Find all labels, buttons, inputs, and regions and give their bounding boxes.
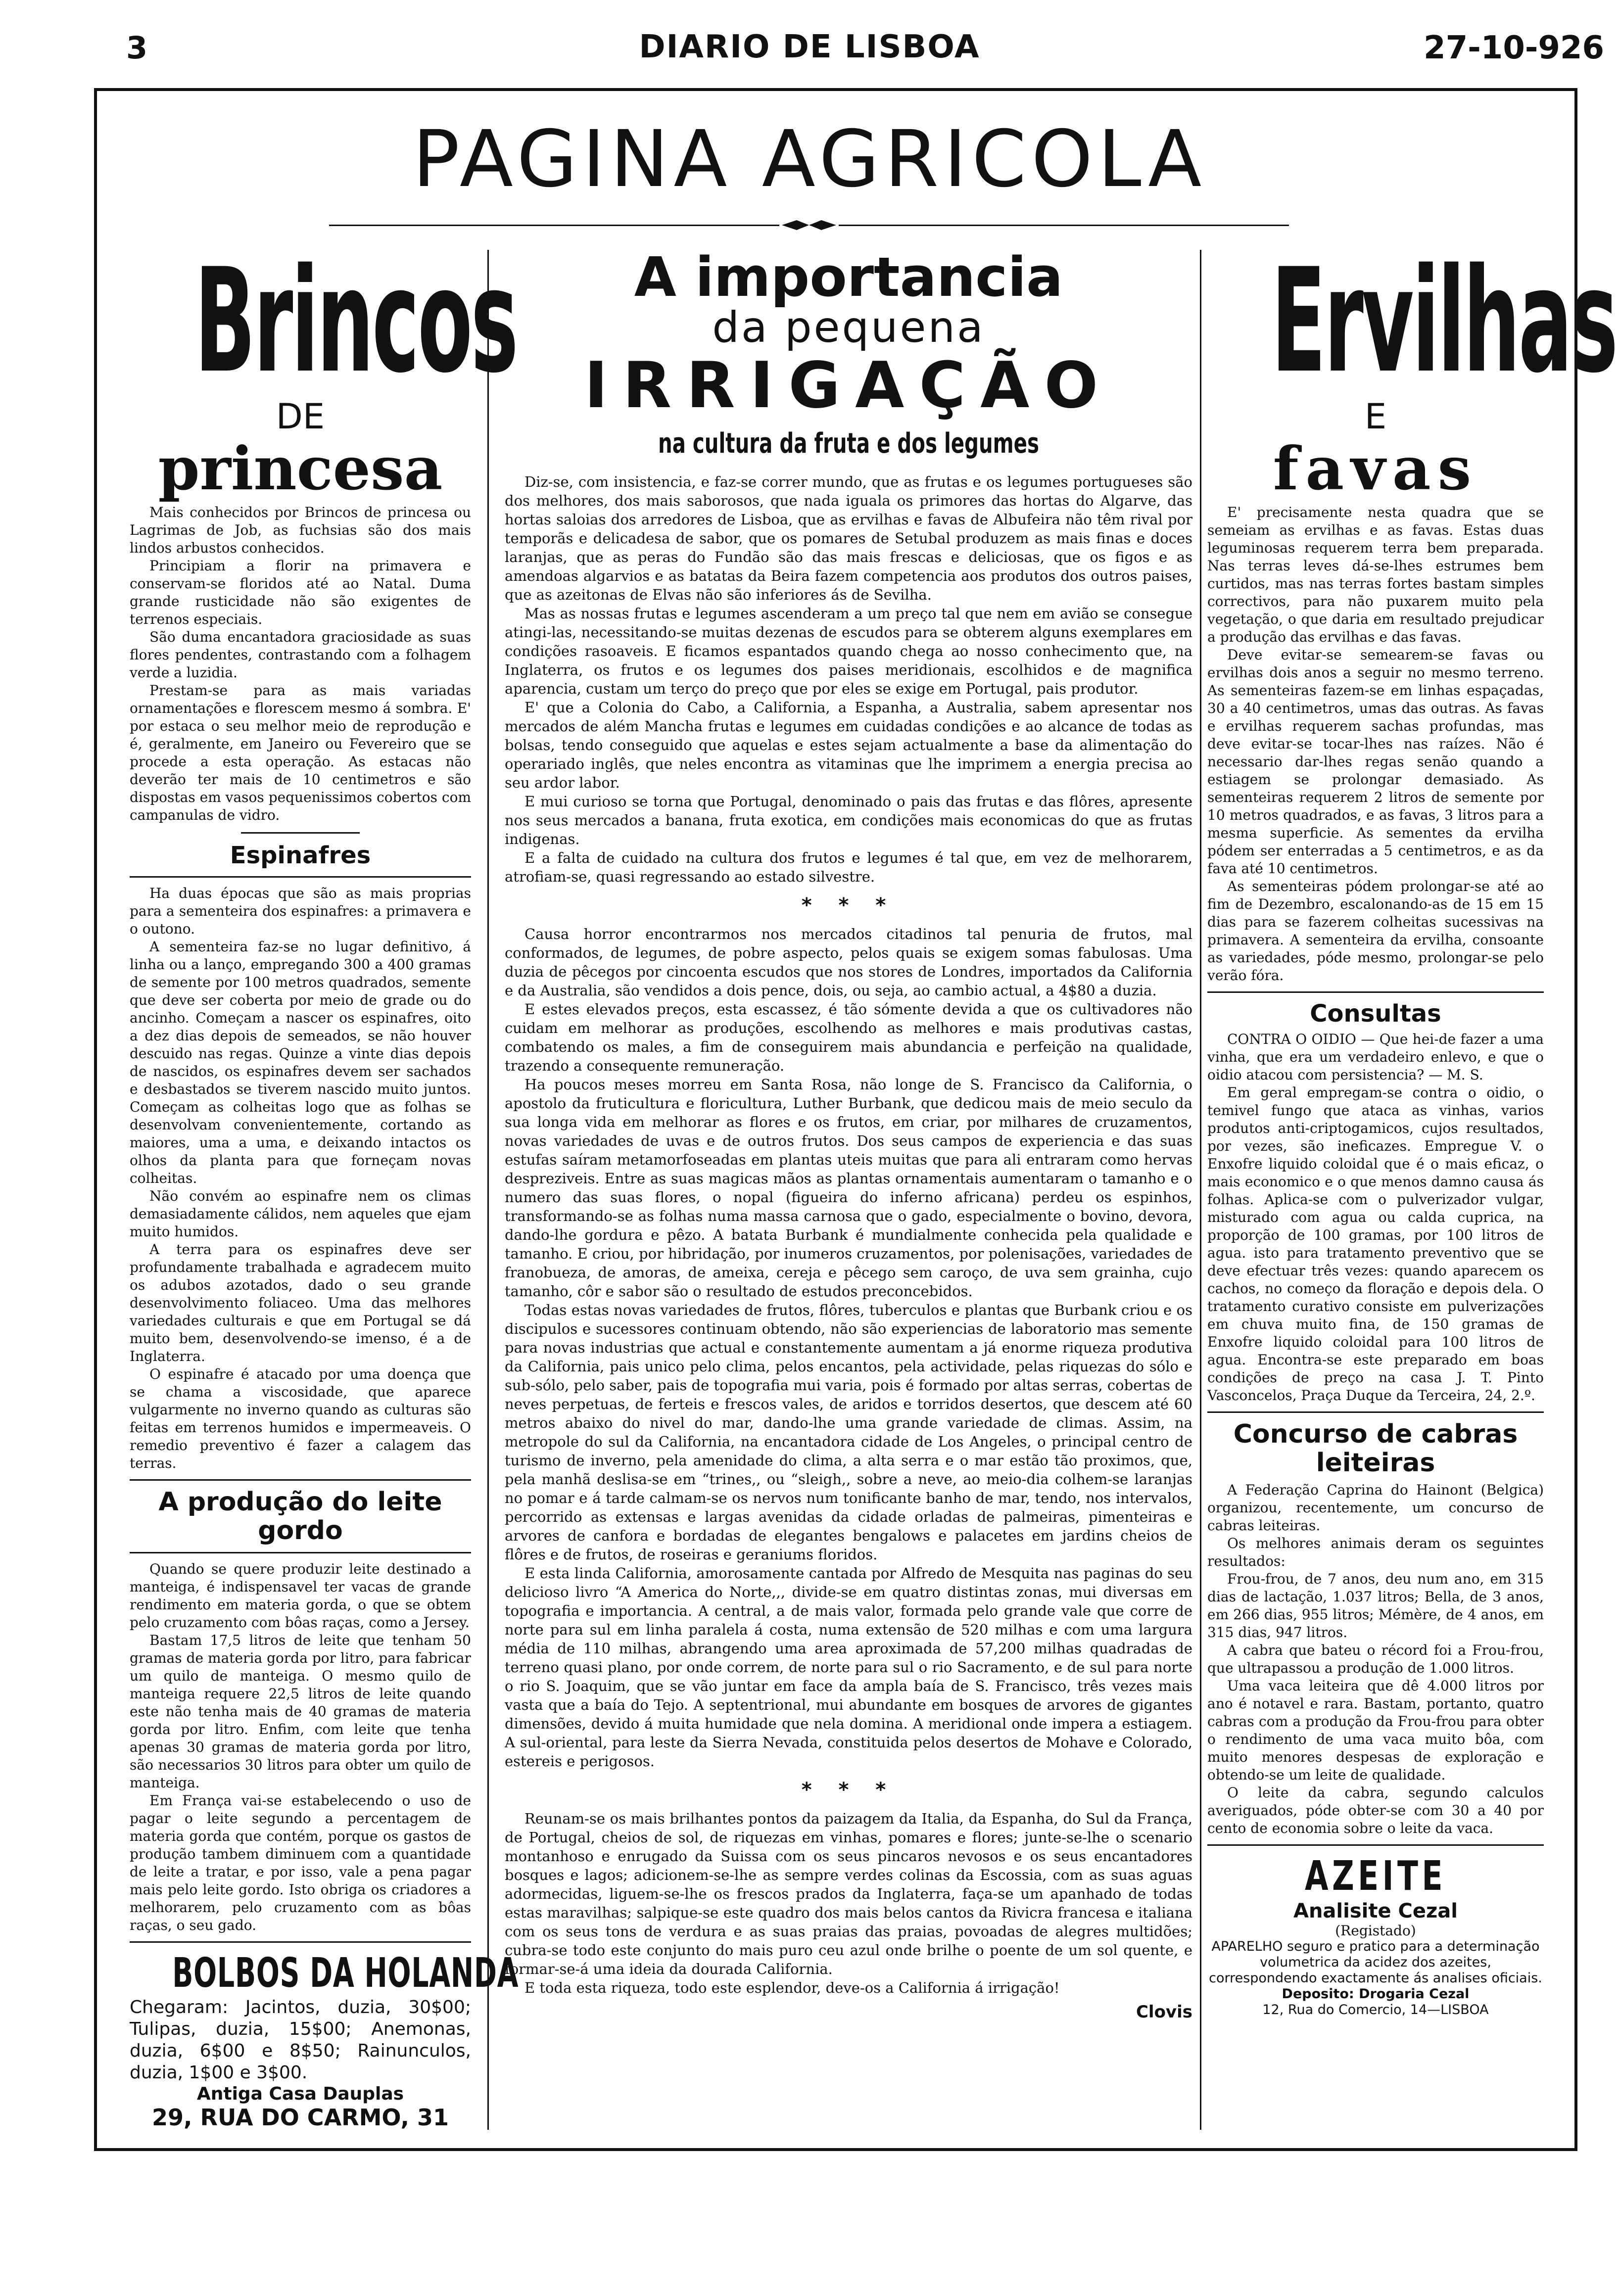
paragraph: As sementeiras pódem prolongar-se até ao fim de Dezembro, escalonando-as de 15 em 15 dias para se fazerem colheitas sucessivas na primavera. A sementeira da ervilha, consoante as variedades, póde mesmo, prolongar-se pelo verão fóra. — [1207, 878, 1544, 984]
paragraph: A cabra que bateu o récord foi a Frou-frou, que ultrapassou a produção de 1.000 litros. — [1207, 1642, 1544, 1676]
advert-shop: Antiga Casa Dauplas — [196, 2084, 404, 2104]
paragraph: E toda esta riqueza, todo este esplendor, deve-os a California á irrigação! — [524, 1979, 1060, 1997]
paragraph: Ha duas épocas que são as mais proprias para a sementeira dos espinafres: a primavera e o outono. — [130, 885, 471, 937]
page-title: PAGINA AGRICOLA — [412, 114, 1207, 205]
paragraph: Deve evitar-se semearem-se favas ou ervilhas dois anos a seguir no mesmo terreno. As sementeiras fazem-se em linhas espaçadas, 30 a 40 centimetros, umas das outras. As favas e ervilhas requerem sachas profundas, mas deve evitar-se tocar-lhes nas raízes. Não é necessario dar-lhes regas senão quando a estiagem se prolongar demasiado. As sementeiras requerem 2 litros de semente por 10 metros quadrados, e as favas, 3 litros para a mesma superficie. As sementes da ervilha pódem ser enterradas a 5 centimetros, e as da fava até 10 centimetros. — [1207, 647, 1544, 877]
cabras-heading: Concurso de cabras leiteiras — [1233, 1419, 1518, 1478]
advert-title: AZEITE — [1304, 1853, 1447, 1900]
left-column — [130, 238, 519, 2131]
paragraph: Em França vai-se estabelecendo o uso de pagar o leite segundo a percentagem de materia gorda que contém, porque os gastos de produção tambem diminuem com a quantidade de leite a tratar, e por isso, vale a pena pagar mais pelo leite gordo. Isto obriga os criadores a melhorarem, pelo cruzamento com as bôas raças, o seu gado. — [130, 1792, 471, 1933]
issue-date: 27-10-926 — [1424, 30, 1604, 66]
paragraph: Os melhores animais deram os seguintes resultados: — [1207, 1535, 1544, 1569]
paragraph: Bastam 17,5 litros de leite que tenham 50 gramas de materia gorda por litro, para fabricar um quilo de manteiga. O mesmo quilo de manteiga requere 22,5 litros de leite quando este não tenha mais de 40 gramas de materia gorda por litro. Enfim, com leite que tenha apenas 30 gramas de materia gorda por litro, são necessarios 30 litros para obter um quilo de manteiga. — [130, 1632, 471, 1791]
paragraph: O leite da cabra, segundo calculos averiguados, póde obter-se com 30 a 40 por cento de economia sobre o leite da vaca. — [1207, 1784, 1544, 1836]
irrigacao-text-3 — [505, 1809, 1192, 1997]
section-rule — [1207, 991, 1544, 993]
ervilhas-title-sub: favas — [1273, 434, 1478, 504]
brincos-text — [130, 504, 471, 824]
irrigacao-subtitle: na cultura da fruta e dos legumes — [658, 427, 1039, 460]
paragraph: Mas as nossas frutas e legumes ascenderam a um preço tal que nem em avião se consegue atingi-las, necessitando-se muitas dezenas de escudos para se obterem alguns exemplares em condições rasoaveis. E ficamos espantados quando chega ao nosso conhecimento que, na Inglaterra, os frutos e os legumes dos paises meridionais, escolhidos e de magnifica aparencia, custam um terço do preço que por eles se exige em Portugal, pais produtor. — [505, 605, 1192, 698]
consultas-text — [1207, 1031, 1544, 1405]
advert-title: BOLBOS DA HOLANDA — [172, 1950, 519, 1997]
advert-subtitle: Analisite Cezal — [1293, 1900, 1458, 1922]
paragraph: Causa horror encontrarmos nos mercados citadinos tal penuria de frutos, mal conformados, de legumes, de pobre aspecto, pelos quais se exigem somas fabulosas. Uma duzia de pêcegos por cincoenta escudos que nos stores de Londres, importados da California e da Australia, são vendidos a dois pence, dois, ou seja, ao cambio actual, a 4$80 a duzia. — [505, 926, 1192, 999]
brincos-title-de: DE — [276, 396, 325, 437]
ervilhas-title: Ervilhas — [1271, 238, 1617, 405]
paragraph: Ha poucos meses morreu em Santa Rosa, não longe de S. Francisco da California, o apostolo da fruticultura e floricultura, Luther Burbank, que dedicou mais de meio seculo da sua longa vida em melhorar as flores e os frutos, em criar, por milhares de cruzamentos, novas variedades de uvas e de outros frutos. Dos seus campos de experiencia e das suas estufas saíram metamorfoseadas em plantas uteis muitas que para ali entraram como hervas despreziveis. Entre as suas magicas mãos as plantas ornamentais aumentaram o tamanho e o numero das suas flores, o nopal (figueira do inferno africana) perdeu os espinhos, transformando-se as folhas numa massa carnosa que o gado, especialmente o bovino, devora, dando-lhe gordura e pêzo. A batata Burbank é mundialmente conhecida pela qualidade e tamanho. E criou, por hibridação, por inumeros cruzamentos, por polenisações, variedades de franobueza, de amoras, de ameixa, cereja e pêcego sem caroço, de uva sem grainha, cujo tamanho, côr e sabor são o resultado de estudos preconcebidos. — [505, 1076, 1192, 1300]
section-stars: * * * — [801, 1779, 896, 1802]
heading-rule — [130, 1552, 471, 1553]
paragraph: Não convém ao espinafre nem os climas demasiadamente cálidos, nem aqueles que ejam muito humidos. — [130, 1188, 471, 1240]
ervilhas-text — [1207, 504, 1544, 984]
espinafres-heading: Espinafres — [230, 842, 371, 869]
paragraph: E a falta de cuidado na cultura dos frutos e legumes é tal que, em vez de melhorarem, atrofiam-se, quasi regressando ao estado silvestre. — [505, 849, 1192, 886]
irrigacao-title-2: da pequena — [712, 303, 985, 352]
advert-body: Chegaram: Jacintos, duzia, 30$00; Tulipas, duzia, 15$00; Anemonas, duzia, 6$00 e 8$50; Rainunculos, duzia, 1$00 e 3$00. — [130, 1997, 471, 2083]
paragraph: E estes elevados preços, esta escassez, é tão sómente devida a que os cultivadores não cuidam em melhorar as produções, escolhendo as melhores e mais produtivas castas, combatendo os males, a fim de conseguirem mais abundancia e perfeição na qualidade, trazendo a consequente remuneração. — [505, 1001, 1192, 1075]
section-divider — [241, 832, 360, 834]
paragraph: Principiam a florir na primavera e conservam-se floridos até ao Natal. Duma grande rusticidade não são exigentes de terrenos especiais. — [130, 558, 471, 627]
paragraph: Quando se quere produzir leite destinado a manteiga, é indispensavel ter vacas de grande rendimento em materia gorda, o que se obtem pelo cruzamento com bôas raças, como a Jersey. — [130, 1561, 471, 1631]
irrigacao-text-1 — [505, 472, 1192, 886]
signature: Clovis — [1136, 2002, 1192, 2022]
paragraph: Uma vaca leiteira que dê 4.000 litros por ano é notavel e rara. Bastam, portanto, quatro cabras com a produção da Frou-frou para obter o rendimento de uma vaca muito bôa, com muito menores despesas de exploração e obtendo-se um leite de qualidade. — [1207, 1678, 1544, 1783]
advert-address: 29, RUA DO CARMO, 31 — [152, 2104, 449, 2131]
ervilhas-title-e: E — [1364, 396, 1387, 437]
paragraph: CONTRA O OIDIO — Que hei-de fazer a uma vinha, que era um verdadeiro enlevo, e que o oidio atacou com persistencia? — M. S. — [1207, 1031, 1544, 1083]
paragraph: São duma encantadora graciosidade as suas flores pendentes, contrastando com a folhagem verde a luzidia. — [130, 629, 471, 681]
advert-body: APARELHO seguro e pratico para a determinação volumetrica da acidez dos azeites, correspondendo exactamente ás analises oficiais. — [1209, 1939, 1542, 1986]
paragraph: A Federação Caprina do Hainont (Belgica) organizou, recentemente, um concurso de cabras leiteiras. — [1207, 1482, 1544, 1534]
paragraph: E' que a Colonia do Cabo, a California, a Espanha, a Australia, sabem apresentar nos mercados de além Mancha frutas e legumes em cuidadas condições e ao alcance de todas as bolsas, tendo conseguido que aquelas e estes sejam actualmente a base da alimentação do operariado inglês, que neles encontra as vitaminas que lhe imprimem a energia precisa ao seu ardor labor. — [505, 699, 1192, 792]
newspaper-name: DIARIO DE LISBOA — [639, 29, 980, 65]
irrigacao-title-3: IRRIGAÇÃO — [584, 348, 1113, 422]
ornament-icon — [329, 218, 1289, 233]
section-rule — [1207, 1844, 1544, 1846]
section-rule — [130, 1479, 471, 1481]
paragraph: E esta linda California, amorosamente cantada por Alfredo de Mesquita nas paginas do seu delicioso livro “A America do Norte,,, divide-se em quatro distintas zonas, mui diversas em topografia e importancia. A central, a de mais valor, formada pelo grande vale que corre de norte para sul em linha paralela á costa, numa extensão de 520 milhas e com uma largura média de 110 milhas, abrangendo uma area aproximada de 57,200 milhas quadradas de terreno quasi plano, por onde correm, de norte para sul o rio Sacramento, e de sul para norte o rio S. Joaquim, que se vão juntar em face da ampla baía de S. Francisco, três vezes mais vasta que a baía do Tejo. A septentrional, mui abundante em bosques de arvores de gigantes dimensões, devido á muita humidade que nela domina. A meridional onde impera a estiagem. A sul-oriental, para leste da Sierra Nevada, constituida pelos desertos de Mohave e Colorado, estereis e perigosos. — [505, 1565, 1192, 1770]
column-rule-left — [487, 250, 489, 2130]
brincos-title-sub: princesa — [158, 434, 443, 504]
paragraph: A terra para os espinafres deve ser profundamente trabalhada e agradecem muito os adubos azotados, dado o seu grande desenvolvimento foliaceo. Uma das melhores variedades culturais e que em Portugal se dá muito bem, desenvolvendo-se imenso, é a de Inglaterra. — [130, 1241, 471, 1364]
right-column — [1207, 238, 1617, 2018]
masthead — [0, 20, 1619, 79]
paragraph: A sementeira faz-se no lugar definitivo, á linha ou a lanço, empregando 300 a 400 gramas de semente por 100 metros quadrados, semente que deve ser coberta por meio de grade ou do ancinho. Começam a nascer os espinafres, oito a dez dias depois de semeados, se não houver descuido nas regas. Quinze a vinte dias depois de nascidos, os espinafres devem ser sachados e desbastados se tiverem nascido muito juntos. Começam as colheitas logo que as folhas se desenvolvam convenientemente, cortando as maiores, uma a uma, e deixando intactos os olhos da planta para que forneçam novas colheitas. — [130, 938, 471, 1186]
paragraph: Todas estas novas variedades de frutos, flôres, tuberculos e plantas que Burbank criou e os discipulos e sucessores continuam obtendo, não são experiencias de laboratorio mas semente para novas industrias que actual e constantemente aumentam a já enorme riqueza produtiva da California, pais unico pelo clima, pelos encantos, pela actividade, pelas riquezas do sólo e sub-sólo, pelo saber, pais de topografia mui varia, pois é formado por altas serras, cobertas de neves perpetuas, de ferteis e frescos vales, de aridos e torridos desertos, que descem até 60 metros abaixo do nivel do mar, dando-lhe uma grande variedade de climas. Assim, na metropole do sul da California, na encantadora cidade de Los Angeles, o principal centro de turismo de inverno, pela amenidade do clima, a alta serra e o mar estão tão proximos, que, pela manhã deslisa-se em “trines,, ou “sleigh,, sobre a neve, ao meio-dia colhem-se laranjas no pomar e á tarde calmam-se os nervos num tonificante banho de mar, tendo, nos intervalos, percorrido as extensas e largas avenidas da cidade orladas de palmeiras, pimenteiras e arvores de canfora e bordadas de elegantes bengalows e palacetes em jardins cheios de flôres e de frutos, de roseiras e geraniums floridos. — [505, 1302, 1192, 1563]
section-stars: * * * — [801, 894, 896, 917]
irrigacao-text-2 — [505, 925, 1192, 1771]
heading-rule — [130, 876, 471, 878]
middle-column — [505, 245, 1192, 2022]
consultas-heading: Consultas — [1310, 1000, 1441, 1028]
page-number: 3 — [126, 30, 148, 66]
column-rule-right — [1200, 250, 1201, 2130]
advert-address: 12, Rua do Comercio, 14—LISBOA — [1262, 2002, 1489, 2017]
azeite-advert — [1207, 1853, 1544, 2018]
leite-text — [130, 1560, 471, 1934]
bolbos-advert — [130, 1950, 519, 2131]
paragraph: Frou-frou, de 7 anos, deu num ano, em 315 dias de lactação, 1.037 litros; Bella, de 3 anos, em 266 dias, 955 litros; Mémère, de 4 anos, em 315 dias, 947 litros. — [1207, 1571, 1544, 1640]
paragraph: Reunam-se os mais brilhantes pontos da paizagem da Italia, da Espanha, do Sul da França, de Portugal, cheios de sol, de riquezas em vinhas, pomares e flores; junte-se-lhe o scenario montanhoso e enrugado da Suissa com os seus pincaros nevosos e os seus encantadores bosques e lagos; adicionem-se-lhe as sempre verdes colinas da Escossia, com as suas aguas adormecidas, liguem-se-lhe os frescos prados da Inglaterra, faça-se um apanhado de todas estas maravilhas; salpique-se este quadro dos mais belos cantos da Rivicra francesa e italiana com os seus tons de verdura e as suas praias das praias, povoadas de alegres multidões; cubra-se todo este conjunto do mais puro ceu azul onde brilhe o poente de um sol quente, e formar-se-á uma ideia da dourada California. — [505, 1810, 1192, 1978]
section-rule — [130, 1941, 471, 1943]
advert-registered: (Registado) — [1335, 1922, 1416, 1939]
brincos-title: Brincos — [194, 238, 517, 405]
irrigacao-title-1: A importancia — [634, 245, 1063, 309]
paragraph: O espinafre é atacado por uma doença que se chama a viscosidade, que aparece vulgarmente no inverno quando as culturas são feitas em terrenos humidos e impermeaveis. O remedio preventivo é fazer a calagem das terras. — [130, 1366, 471, 1471]
paragraph: Prestam-se para as mais variadas ornamentações e florescem mesmo á sombra. E' por estaca o seu melhor meio de reprodução e é, geralmente, em Janeiro ou Fevereiro que se procede a esta operação. As estacas não deverão ter mais de 10 centimetros e são dispostas em vasos pequenissimos cobertos com campanulas de vidro. — [130, 682, 471, 823]
paragraph: Em geral empregam-se contra o oidio, o temivel fungo que ataca as vinhas, varios produtos anti-criptogamicos, cujos resultados, por vezes, são ineficazes. Empregue V. o Enxofre liquido coloidal que é o mais eficaz, o mais economico e o que menos damno causa ás folhas. Aplica-se com o pulverizador vulgar, misturado com agua ou calda cuprica, na proporção de 100 gramas, por 100 litros de agua. isto para tratamento preventivo que se deve efectuar três vezes: quando aparecem os cachos, no começo da floração e depois dela. O tratamento curativo consiste em pulverizações em chuva muito fina, de 150 gramas de Enxofre liquido coloidal para 100 litros de agua. Encontra-se este preparado em boas condições de preço na casa J. T. Pinto Vasconcelos, Praça Duque da Terceira, 24, 2.º. — [1207, 1084, 1544, 1404]
leite-heading: A produção do leite gordo — [158, 1487, 442, 1546]
cabras-text — [1207, 1481, 1544, 1837]
advert-deposit: Deposito: Drogaria Cezal — [1282, 1986, 1470, 2002]
paragraph: E' precisamente nesta quadra que se semeiam as ervilhas e as favas. Estas duas leguminosas requerem terra bem preparada. Nas terras leves dá-se-lhes estrumes bem curtidos, mas nas terras fortes bastam simples correctivos, para não puxarem muito pela vegetação, o que daria em resultado prejudicar a produção das ervilhas e das favas. — [1207, 504, 1544, 645]
paragraph: E mui curioso se torna que Portugal, denominado o pais das frutas e das flôres, apresente nos seus mercados a banana, fruta exotica, em condições mais economicas do que as frutas indigenas. — [505, 793, 1192, 848]
paragraph: Mais conhecidos por Brincos de princesa ou Lagrimas de Job, as fuchsias são dos mais lindos arbustos conhecidos. — [130, 504, 471, 556]
espinafres-text — [130, 885, 471, 1472]
paragraph: Diz-se, com insistencia, e faz-se correr mundo, que as frutas e os legumes portugueses são dos melhores, dos mais saborosos, que nada iguala os primores das hortas do Algarve, das hortas saloias dos arredores de Lisboa, que as ervilhas e favas de Albufeira não têm rival por temporãs e delicadesa de sabor, que os pomares de Setubal produzem as mais finas e doces laranjas, que as peras do Fundão são das mais frescas e deliciosas, que os figos e as amendoas algarvios e as batatas da Beira fazem competencia aos produtos dos outros paises, que as azeitonas de Elvas não são inferiores ás de Sevilha. — [505, 473, 1192, 604]
section-rule — [1207, 1411, 1544, 1413]
